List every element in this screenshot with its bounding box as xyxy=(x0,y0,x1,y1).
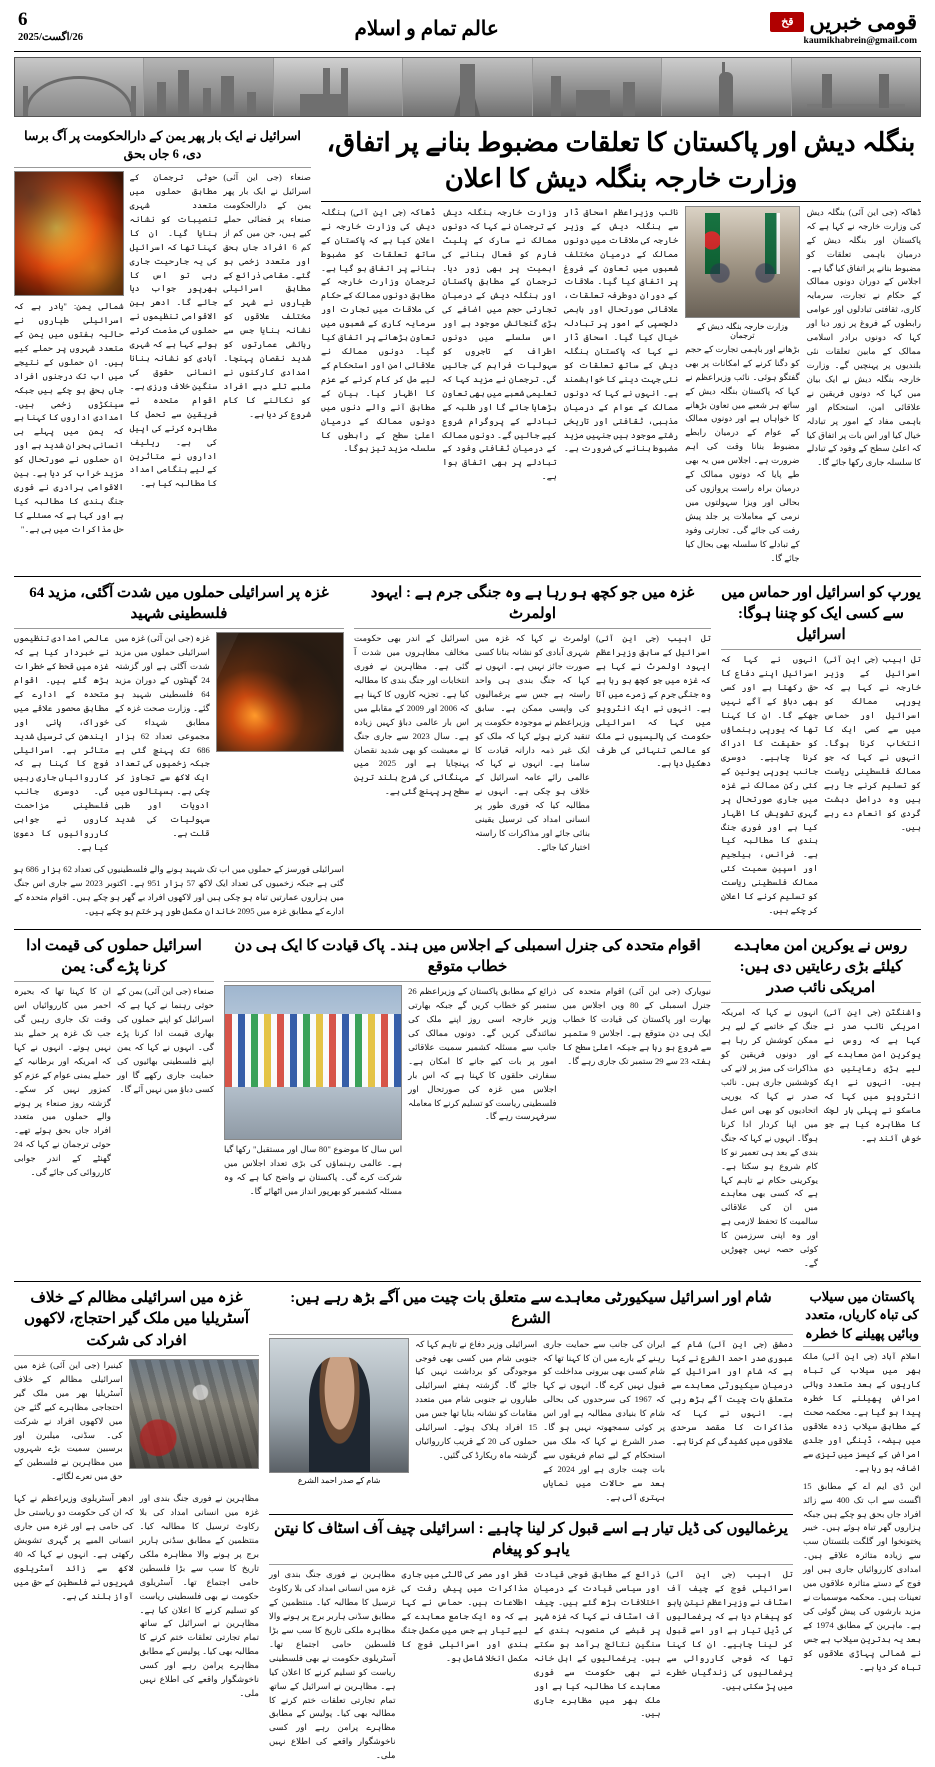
masthead xyxy=(14,8,921,52)
ol-par-2: اسرائیل کے اندر بھی حکومت مخالف مظاہروں میں شدت آ گئی ہے۔ مظاہرین نے فوری انتخابات اور جنگ بندی کا مطالبہ کیا ہے۔ تجزیہ کاروں کا کہنا ہے کہ 2006 اور 2009 کے مقابلے میں اس بار عالمی دباؤ کہیں زیادہ ہے۔ سال 2023 سے جاری جنگ نے معیشت کو بھی شدید نقصان پہنچایا ہے اور 2025 میں مہنگائی کی شرح بلند ترین سطح پر پہنچ گئی ہے۔ xyxy=(354,633,469,797)
lead-par-0: ڈھاکہ (جی این آئی) بنگلہ دیش کی وزارت خارجہ نے کہا ہے کہ پاکستان اور بنگلہ دیش کے درمیان باہمی تعلقات کو مضبوط بنانے پر اتفاق کیا گیا ہے۔ اجلاس کے دوران دونوں ممالک کے حکام نے تجارت، سرمایہ کاری، ثقافتی تبادلوں اور عوامی رابطوں کے فروغ پر زور دیا اور کہا کہ دونوں برادر اسلامی ممالک کے مابین تعلقات نئی بلندیوں پر پہنچیں گے۔ وزارت خارجہ بنگلہ دیش نے ایک بیان میں کہا کہ دونوں فریقین نے علاقائی امن، استحکام اور باہمی مفاد کے امور پر تبادلہ خیال کیا اور اس بات پر اتفاق کیا کہ اعلیٰ سطح کے وفود کے تبادلے کا سلسلہ جاری رکھا جائے گا۔ xyxy=(806,206,921,468)
ho-par-1: ذرائع کے مطابق فوجی قیادت اور سیاسی قیادت کے درمیان اختلافات بڑھ گئے ہیں۔ چیف آف اسٹاف نے کہا کہ غزہ شہر پر قبضے کی منصوبہ بندی کے سنگین نتائج برآمد ہو سکتے ہیں۔ یرغمالیوں کے اہل خانہ نے بھی حکومت سے فوری معاہدے کا مطالبہ کیا ہے اور ملک بھر میں مظاہرے جاری ہیں۔ xyxy=(534,1569,661,1719)
syria-israel-story xyxy=(269,1286,793,1767)
lead-par-1: بڑھانے اور باہمی تجارت کے حجم کو دگنا کرنے کے امکانات پر بھی گفتگو ہوئی۔ نائب وزیراعظم نے کہا کہ پاکستان بنگلہ دیش کے ساتھ ہر شعبے میں تعاون بڑھانے کا خواہاں ہے اور دونوں ممالک کے عوام کے درمیان رابطے مضبوط بنانا وقت کی اہم ضرورت ہے۔ اجلاس میں یہ بھی طے پایا کہ دونوں ممالک کے درمیان براہ راست پروازوں کی بحالی اور ویزا سہولتوں میں نرمی کے معاملات پر جلد پیش رفت کی جائے گی۔ تجارتی وفود کے تبادلے کا سلسلہ بھی بحال کیا جائے گا۔ xyxy=(685,343,800,563)
sy-col-1 xyxy=(543,1338,665,1509)
g64-col-1 xyxy=(14,632,109,859)
syria-photo-caption: شام کے صدر احمد الشرع xyxy=(297,1475,381,1485)
lead-photo xyxy=(685,206,799,318)
iy-par-1: حوثی ترجمان کے مطابق حملوں میں متعدد شہری تنصیبات کو نشانہ بنایا گیا۔ ان کا کہنا تھا کہ اسرائیل کی یہ جارحیت جاری رہی تو اس کا بھرپور جواب دیا جائے گا۔ ادھر بین الاقوامی تنظیموں نے حملوں کی مذمت کرتے ہوئے کہا ہے کہ شہری آبادی کو نشانہ بنانا انسانی حقوق کی سنگین خلاف ورزی ہے۔ اقوام متحدہ نے فریقین سے تحمل کا مظاہرہ کرنے کی اپیل کی ہے۔ ریلیف اداروں نے متاثرین کے لیے ہنگامی امداد کا مطالبہ کیا ہے۔ xyxy=(129,172,218,489)
ru-par-0: واشنگٹن (جی این آئی) امریکی نائب صدر نے کہا ہے کہ روس نے یوکرین امن معاہدے کے لیے بڑی رعایتیں دی ہیں۔ انہوں نے ایک انٹرویو میں کہا کہ ماسکو نے پہلی بار لچک کا مظاہرہ کیا ہے جو خوش آئند ہے۔ xyxy=(824,1007,921,1143)
lead-col-4 xyxy=(321,206,435,570)
pr-par-1: مظاہرین نے فوری جنگ بندی اور غزہ میں انسانی امداد کی بلا رکاوٹ ترسیل کا مطالبہ کیا۔ منتظمین کے مطابق سڈنی ہاربر برج پر ہونے والا مظاہرہ ملکی تاریخ کا سب سے بڑا فلسطین حامی اجتماع تھا۔ آسٹریلوی حکومت نے بھی فلسطینی ریاست کو تسلیم کرنے کا اعلان کیا ہے۔ مظاہرین نے اسرائیل کے ساتھ تمام تجارتی تعلقات ختم کرنے کا مطالبہ بھی کیا۔ پولیس کے مطابق مظاہرے پرامن رہے اور کسی ناخوشگوار واقعے کی اطلاع نہیں ملی۔ xyxy=(139,1493,259,1699)
gaza-protest-story xyxy=(14,1286,259,1767)
paper-logo-row xyxy=(770,10,917,34)
ho-col-1 xyxy=(534,1568,661,1767)
ho-par-0: تل ابیب (جی این آئی) اسرائیلی فوج کے چیف آف اسٹاف نے وزیراعظم نیتن یاہو کو پیغام دیا ہے کہ یرغمالیوں کی ڈیل تیار ہے اور اسے قبول کر لینا چاہیے۔ ان کا کہنا تھا کہ فوجی کارروائی سے یرغمالیوں کی زندگیاں خطرے میں پڑ سکتی ہیں۔ xyxy=(666,1569,793,1691)
section-title: عالم تمام و اسلام xyxy=(354,18,499,40)
yemen-fire-photo xyxy=(14,171,124,296)
lead-col-2 xyxy=(564,206,678,570)
g64-par-0: غزہ (جی این آئی) غزہ میں اسرائیلی حملوں میں مزید شدت آگئی ہے اور گزشتہ 24 گھنٹوں کے دوران مزید 64 فلسطینی شہید ہو گئے۔ وزارت صحت غزہ کے مطابق شہداء کی مجموعی تعداد 62 ہزار 686 تک پہنچ گئی ہے جبکہ زخمیوں کی تعداد ایک لاکھ سے تجاوز کر چکی ہے۔ ہسپتالوں میں ادویات اور طبی سہولیات کی شدید قلت ہے۔ xyxy=(114,633,210,839)
israel-yemen-headline: اسرائیل نے ایک بار پھر یمن کے دارالحکومت پر آگ برسا دی، 6 جاں بحق xyxy=(24,129,301,161)
un-flags-photo xyxy=(224,985,402,1140)
israel-cost-story xyxy=(14,934,214,1275)
lead-story xyxy=(321,125,921,570)
ho-col-3 xyxy=(269,1568,396,1767)
sy-par-1: ایران کی جانب سے حمایت جاری رہنے کے بارے میں ان کا کہنا تھا کہ شام کسی بھی بیرونی مداخلت کو قبول نہیں کرے گا۔ انہوں نے کہا کہ 1967 کی سرحدوں کی بحالی شام کا بنیادی مطالبہ ہے اور اس پر کوئی سمجھوتہ نہیں ہو گا۔ صدر الشرع نے کہا کہ ملک میں استحکام کے لیے تمام فریقوں سے بات چیت جاری ہے اور 2024 کے بعد سے حالات میں نمایاں بہتری آئی ہے۔ xyxy=(543,1338,666,1502)
pak-flood-story xyxy=(803,1286,921,1767)
g64-col-photo xyxy=(216,632,344,859)
landmark-banner xyxy=(14,57,921,117)
ho-par-3: مظاہرین نے فوری جنگ بندی اور غزہ میں انسانی امداد کی بلا رکاوٹ ترسیل کا مطالبہ کیا۔ منتظمین کے مطابق سڈنی ہاربر برج پر ہونے والا مظاہرہ ملکی تاریخ کا سب سے بڑا فلسطین حامی اجتماع تھا۔ آسٹریلوی حکومت نے بھی فلسطینی ریاست کو تسلیم کرنے کا اعلان کیا ہے۔ مظاہرین نے اسرائیل کے ساتھ تمام تجارتی تعلقات ختم کرنے کا مطالبہ بھی کیا۔ پولیس کے مطابق مظاہرے پرامن رہے اور کسی ناخوشگوار واقعے کی اطلاع نہیں ملی۔ xyxy=(269,1569,396,1761)
russia-headline: روس نے یوکرین امن معاہدے کیلئے بڑی رعایتیں دی ہیں: امریکی نائب صدر xyxy=(734,937,908,997)
sy-par-0: دمشق (جی این آئی) شام کے عبوری صدر احمد الشرع نے کہا ہے کہ شام اور اسرائیل کے درمیان سیکیورٹی معاہدے سے متعلق بات چیت آگے بڑھ رہی ہے۔ انہوں نے کہا کہ مذاکرات کا مقصد سرحدی علاقوں میں کشیدگی کم کرنا ہے۔ xyxy=(671,1338,793,1447)
eu-col-1 xyxy=(721,653,818,922)
ru-col-0 xyxy=(824,1006,921,1275)
ol-col-0 xyxy=(596,632,711,859)
pr-col-1 xyxy=(140,1492,260,1705)
ol-par-0: تل ابیب (جی این آئی) اسرائیل کے سابق وزیراعظم ایہود اولمرٹ نے کہا ہے کہ غزہ میں جو کچھ ہو رہا ہے وہ جنگی جرم کے زمرے میں آتا ہے۔ انہوں نے ایک انٹرویو میں کہا کہ اسرائیلی حکومت کی پالیسیوں نے ملک کو عالمی تنہائی کی طرف دھکیل دیا ہے۔ xyxy=(596,633,711,769)
unga-story xyxy=(224,934,711,1275)
unga-headline: اقوام متحدہ کی جنرل اسمبلی کے اجلاس میں ہند۔ پاک قیادت کا ایک ہی دن خطاب متوقع xyxy=(234,937,701,975)
un-par-0: نیویارک (جی این آئی) اقوام متحدہ کی جنرل اسمبلی کے 80 ویں اجلاس میں بھارت اور پاکستان کی قیادت کا خطاب ایک ہی دن متوقع ہے۔ اجلاس 9 ستمبر سے شروع ہو رہا ہے جبکہ اعلیٰ سطح کا ہفتہ 23 سے 29 ستمبر تک جاری رہے گا۔ xyxy=(562,986,711,1066)
sy-col-photo xyxy=(269,1338,409,1509)
lead-par-3: وزارت خارجہ بنگلہ دیش کے ترجمان نے کہا کہ دونوں ممالک نے سارک کے پلیٹ فارم کو فعال بنانے کی اہمیت پر بھی زور دیا۔ ترجمان کے مطابق پاکستان اور بنگلہ دیش کے درمیان تجارتی حجم میں اضافے کی بڑی گنجائش موجود ہے اور اس سلسلے میں دونوں اطراف کے تاجروں کو سہولیات فراہم کی جائیں گی۔ ترجمان نے مزید کہا کہ تعلیمی شعبے میں بھی تعاون بڑھایا جائے گا اور طلبہ کے تبادلے کے پروگرام شروع کیے جائیں گے۔ دونوں ممالک کے درمیان ثقافتی وفود کے تبادلے پر بھی اتفاق ہوا ہے۔ xyxy=(442,206,557,482)
europe-israel-story xyxy=(721,581,921,923)
flood-headline: پاکستان میں سیلاب کی تباہ کاریاں، متعدد وبائیں پھیلنے کا خطرہ xyxy=(804,1289,920,1341)
fl-par-1: این ڈی ایم اے کے مطابق 15 اگست سے اب تک 400 سے زائد افراد جاں بحق ہو چکے ہیں جبکہ ہزاروں گھر تباہ ہوئے ہیں۔ خیبر پختونخوا اور گلگت بلتستان سب سے زیادہ متاثرہ علاقے ہیں۔ امدادی کارروائیاں جاری ہیں اور فوج کے دستے متاثرہ علاقوں میں تعینات ہیں۔ محکمہ موسمیات نے مزید بارشوں کی پیش گوئی کی ہے۔ ماہرین کے مطابق 1974 کے بعد یہ بدترین سیلاب ہے جس نے شمالی پہاڑی علاقوں کو تباہ کر دیا ہے۔ xyxy=(803,1480,921,1672)
gaza-64-footer: اسرائیلی فورسز کے حملوں میں اب تک شہید ہونے والے فلسطینیوں کی تعداد 62 ہزار 686 ہو گئی ہے جبکہ زخمیوں کی تعداد ایک لاکھ 57 ہزار 951 ہے۔ اکتوبر 2023 سے جاری اس جنگ میں ہزاروں عمارتیں تباہ ہو چکی ہیں اور لاکھوں افراد بے گھر ہو چکے ہیں۔ اقوام متحدہ کے ادارے کے مطابق غزہ میں 2095 خاندان مکمل طور پر ختم ہو چکے ہیں۔ xyxy=(14,863,344,916)
syria-president-photo xyxy=(269,1338,409,1473)
lead-photo-caption: وزارت خارجہ بنگلہ دیش کے ترجمان xyxy=(696,321,788,340)
lead-col-1 xyxy=(685,206,799,570)
eiffel-tower-image xyxy=(403,58,532,116)
pr-par-2: ادھر آسٹریلوی وزیراعظم نے کہا کہ ان کی حکومت دو ریاستی حل کی حامی ہے اور غزہ میں جاری انسانی المیے پر گہری تشویش رکھتی ہے۔ انہوں نے کہا کہ 40 لاکھ سے زائد آسٹریلوی شہریوں نے فلسطین کے حق میں آواز بلند کی ہے۔ xyxy=(14,1493,134,1601)
un-col-1 xyxy=(408,985,556,1203)
iy-col-0 xyxy=(223,171,311,541)
iy-par-0: صنعاء (جی این آئی) اسرائیل نے ایک بار پھر یمن کے دارالحکومت صنعاء پر فضائی حملے کیے ہیں، جن میں کم از کم 6 افراد جاں بحق اور متعدد زخمی ہو گئے۔ مقامی ذرائع کے مطابق اسرائیلی طیاروں نے شہر کے مختلف علاقوں کو نشانہ بنایا جس سے رہائشی عمارتوں کو شدید نقصان پہنچا۔ امدادی کارکنوں نے ملبے تلے دبے افراد کو نکالنے کا کام شروع کر دیا ہے۔ xyxy=(223,172,311,419)
contact-email: kaumikhabrein@gmail.com xyxy=(803,36,917,47)
iy-col-1 xyxy=(130,171,218,541)
parliament-skyline-image xyxy=(533,58,662,116)
lead-par-2: نائب وزیراعظم اسحاق ڈار سے بنگلہ دیش کے وزیر خارجہ کی ملاقات میں دونوں ممالک کے درمیان مختلف شعبوں میں تعاون کے فروغ پر اتفاق کیا گیا۔ ملاقات کے دوران دوطرفہ تعلقات، علاقائی صورتحال اور باہمی دلچسپی کے امور پر تبادلہ خیال کیا گیا۔ اسحاق ڈار نے کہا کہ پاکستان بنگلہ دیش کے ساتھ تعلقات کو نئی جہت دینے کا خواہشمند ہے۔ انہوں نے کہا کہ دونوں ممالک کے عوام کے درمیان مذہبی، ثقافتی اور تاریخی رشتے موجود ہیں جنہیں مزید مضبوط بنانے کی ضرورت ہے۔ xyxy=(563,206,679,454)
olmert-story xyxy=(354,581,711,923)
g64-col-0 xyxy=(115,632,210,859)
ru-col-1 xyxy=(721,1006,818,1275)
ol-col-2 xyxy=(354,632,469,859)
ol-col-1 xyxy=(475,632,590,859)
un-par-1: ذرائع کے مطابق پاکستان کے وزیراعظم 26 ستمبر کو خطاب کریں گے جبکہ بھارتی وزیر خارجہ اسی روز اپنے ملک کی نمائندگی کریں گے۔ دونوں ممالک کی جانب سے مسئلہ کشمیر سمیت علاقائی امور پر بات کیے جانے کا امکان ہے۔ سفارتی حلقوں کا کہنا ہے کہ اس بار اجلاس میں غزہ کی صورتحال اور فلسطینی ریاست کو تسلیم کرنے کا معاملہ سرفہرست رہے گا۔ xyxy=(408,986,557,1122)
ru-par-1: انہوں نے کہا کہ امریکہ جنگ کے خاتمے کے لیے ہر ممکن کوشش کر رہا ہے اور دونوں فریقین کو مذاکرات کی میز پر لانے کی کوششیں جاری ہیں۔ نائب صدر نے کہا کہ یورپی اتحادیوں کو بھی اس عمل میں اپنا کردار ادا کرنا ہوگا۔ انہوں نے کہا کہ جنگ بندی کے بعد ہی تعمیر نو کا کام شروع ہو سکتا ہے۔ یوکرینی حکام نے تاہم کہا ہے کہ کسی بھی معاہدے میں ان کی علاقائی سالمیت کا تحفظ لازمی ہے اور وہ اپنی سرزمین کا کوئی حصہ نہیں چھوڑیں گے۔ xyxy=(721,1007,818,1269)
lead-col-3 xyxy=(442,206,556,570)
olmert-headline: غزہ میں جو کچھ ہو رہا ہے وہ جنگی جرم ہے : ایہود اولمرٹ xyxy=(370,584,695,622)
lead-col-0 xyxy=(807,206,921,570)
ho-col-0 xyxy=(667,1568,794,1767)
lead-headline: بنگلہ دیش اور پاکستان کا تعلقات مضبوط بنانے پر اتفاق، وزارت خارجہ بنگلہ دیش کا اعلان xyxy=(326,128,916,193)
issue-date: 26/اگست/2025 xyxy=(18,31,83,43)
pr-col-2 xyxy=(14,1492,134,1705)
ic-col-0 xyxy=(117,985,214,1184)
cologne-cathedral-image xyxy=(274,58,403,116)
statue-of-liberty-image xyxy=(662,58,791,116)
bangladesh-flag-icon xyxy=(705,213,720,274)
un-col-photo xyxy=(224,985,402,1203)
lead-par-4: ڈھاکہ (جی این آئی) بنگلہ دیش کی وزارت خارجہ نے اعلان کیا ہے کہ پاکستان کے ساتھ تعلقات کو مضبوط بنانے پر اتفاق ہو گیا ہے۔ ترجمان وزارت خارجہ کے مطابق دونوں ممالک کے حکام کی ملاقات میں تجارت اور سرمایہ کاری کے شعبوں میں تعاون بڑھانے پر اتفاق کیا گیا۔ دونوں ممالک نے علاقائی امن اور استحکام کے لیے مل کر کام کرنے کے عزم کا اظہار کیا۔ بیان کے مطابق آنے والے دنوں میں دونوں ممالک کے درمیان اعلیٰ سطح کے رابطوں کا سلسلہ مزید تیز ہوگا۔ xyxy=(320,206,436,454)
sy-par-2: اسرائیلی وزیر دفاع نے تاہم کہا کہ جنوبی شام میں کسی بھی فوجی موجودگی کو برداشت نہیں کیا جائے گا۔ گزشتہ ہفتے اسرائیلی طیاروں نے جنوبی شام میں متعدد مقامات کو نشانہ بنایا تھا جس میں 15 افراد ہلاک ہوئے۔ اسرائیلی حملوں کی 20 کے قریب کارروائیاں گزشتہ ماہ ریکارڈ کی گئیں۔ xyxy=(415,1338,538,1460)
iy-col-2 xyxy=(14,171,124,541)
masthead-right xyxy=(770,10,917,47)
gaza-rubble-photo xyxy=(216,632,344,752)
gaza-64-headline: غزہ پر اسرائیلی حملوں میں شدت آگئی، مزید 64 فلسطینی شہید xyxy=(29,584,329,622)
hostages-headline: یرغمالیوں کی ڈیل تیار ہے اسے قبول کر لینا چاہیے : اسرائیلی چیف آف اسٹاف کا نیتن یاہو کو پیغام xyxy=(274,1520,788,1558)
tower-bridge-image xyxy=(792,58,920,116)
pr-col-0 xyxy=(14,1359,123,1488)
eu-par-0: تل ابیب (جی این آئی) اسرائیل کے وزیر خارجہ نے کہا ہے کہ یورپی ممالک کو اسرائیل اور حماس میں سے کسی ایک کا انتخاب کرنا ہوگا۔ انہوں نے کہا کہ جو ممالک فلسطینی ریاست کو تسلیم کرنے جا رہے ہیں وہ دراصل دہشت گردی کو انعام دے رہے ہیں۔ xyxy=(824,654,921,832)
sydney-harbour-bridge-image xyxy=(15,58,144,116)
ic-par-1: ان کا کہنا تھا کہ بحیرہ احمر میں کارروائیاں اس وقت تک جاری رہیں گی جب تک غزہ پر حملے بند نہیں ہوتے۔ انہوں نے کہا کہ امریکہ اور برطانیہ کے حملے یمنی عوام کے عزم کو کمزور نہیں کر سکے۔ گزشتہ روز صنعاء پر ہونے والے حملوں میں متعدد افراد جاں بحق ہوئے تھے۔ حوثی ترجمان نے کہا کہ 24 گھنٹے کے اندر جوابی کارروائی کی جائے گی۔ xyxy=(14,986,111,1178)
pr-col-photo xyxy=(129,1359,259,1488)
sy-col-2 xyxy=(415,1338,537,1509)
un-col-0 xyxy=(563,985,711,1203)
iy-par-2: شمالی یمن: "یادر ہے کہ اسرائیلی طیاروں نے حالیہ ہفتوں میں یمن کے متعدد شہروں پر حملے کیے ہیں۔ ان حملوں کے نتیجے میں اب تک درجنوں افراد جاں بحق ہو چکے ہیں جبکہ سینکڑوں زخمی ہیں۔ امدادی اداروں کا کہنا ہے کہ یمن میں پہلے ہی انسانی بحران شدید ہے اور ان حملوں نے صورتحال کو مزید خراب کر دیا ہے۔ بین الاقوامی برادری نے فوری جنگ بندی کا مطالبہ کیا ہے اور کہا ہے کہ مسئلے کا حل مذاکرات میں ہی ہے۔" xyxy=(14,301,124,534)
israel-yemen-story xyxy=(14,125,311,570)
ho-par-2: قطر اور مصر کی ثالثی میں جاری مذاکرات میں پیش رفت کی اطلاعات ہیں۔ حماس نے کہا ہے کہ وہ ایک جامع معاہدے کے لیے تیار ہے جس میں مکمل جنگ بندی اور اسرائیلی فوج کا مکمل انخلا شامل ہو۔ xyxy=(401,1569,528,1663)
europe-headline: یورپ کو اسرائیل اور حماس میں سے کسی ایک کو چننا ہوگا: اسرائیل xyxy=(721,584,921,644)
city-skyline-image xyxy=(144,58,273,116)
g64-par-1: عالمی امدادی تنظیموں نے خبردار کیا ہے کہ غزہ میں قحط کے خطرات بڑھ گئے ہیں۔ اقوام متحدہ کے ادارے کے مطابق محصور علاقے میں خوراک، پانی اور ایندھن کی ترسیل شدید متاثر ہے۔ اسرائیلی فوج کا کہنا ہے کہ کارروائیاں جاری رہیں گی۔ دوسری جانب فلسطینی مزاحمت کاروں نے جوابی کارروائیوں کا دعویٰ کیا ہے۔ xyxy=(13,633,109,852)
page-number: 6 xyxy=(18,9,28,30)
protest-headline: غزہ میں اسرائیلی مظالم کے خلاف آسٹریلیا میں ملک گیر احتجاج، لاکھوں افراد کی شرکت xyxy=(24,1290,249,1349)
syria-headline: شام اور اسرائیل سیکیورٹی معاہدے سے متعلق بات چیت میں آگے بڑھ رہے ہیں: الشرع xyxy=(290,1290,772,1328)
israel-cost-headline: اسرائیل حملوں کی قیمت ادا کرنا پڑے گی: یمن xyxy=(26,937,202,975)
pr-par-0: کینبرا (جی این آئی) غزہ میں اسرائیلی مظالم کے خلاف آسٹریلیا بھر میں ملک گیر احتجاجی مظاہرے کیے گئے جن میں لاکھوں افراد نے شرکت کی۔ سڈنی، میلبرن اور برسبین سمیت بڑے شہروں میں مظاہرین نے فلسطین کے حق میں نعرے لگائے۔ xyxy=(14,1359,123,1482)
sy-col-0 xyxy=(671,1338,793,1509)
un-par-2: اس سال کا موضوع "80 سال اور مستقبل" رکھا گیا ہے۔ عالمی رہنماؤں کی بڑی تعداد اجلاس میں شرکت کرے گی۔ پاکستان نے واضح کیا ہے کہ وہ مسئلہ کشمیر کو بھرپور انداز میں اٹھائے گا۔ xyxy=(224,1144,403,1196)
eu-par-1: انہوں نے کہا کہ اسرائیل اپنے دفاع کا حق رکھتا ہے اور کسی بھی دباؤ کے آگے نہیں جھکے گا۔ ان کا کہنا تھا کہ یورپی رہنماؤں کو حقیقت کا ادراک کرنا چاہیے۔ دوسری جانب یورپی یونین کے کئی رکن ممالک نے غزہ میں جاری صورتحال پر گہری تشویش کا اظہار کیا ہے اور فوری جنگ بندی کا مطالبہ کیا ہے۔ فرانس، بیلجیم اور اسپین سمیت کئی ممالک فلسطینی ریاست کو تسلیم کرنے کا اعلان کر چکے ہیں۔ xyxy=(721,654,818,916)
fl-par-0: اسلام آباد (جی این آئی) ملک بھر میں سیلاب کی تباہ کاریوں کے بعد متعدد وبائی امراض پھیلنے کا خطرہ پیدا ہو گیا ہے۔ محکمہ صحت کے مطابق سیلاب زدہ علاقوں میں ہیضہ، ڈینگی اور جلدی امراض کے کیسز میں تیزی سے اضافہ ہو رہا ہے۔ xyxy=(803,1351,921,1473)
gaza-64-story xyxy=(14,581,344,923)
ic-col-1 xyxy=(14,985,111,1184)
paper-name: قومی خبریں xyxy=(809,10,917,34)
paper-logo-icon: قخ xyxy=(770,12,804,32)
ic-par-0: صنعاء (جی این آئی) یمن کے حوثی رہنما نے کہا ہے کہ اسرائیل کو اپنے حملوں کی بھاری قیمت ادا کرنا پڑے گی۔ انہوں نے کہا کہ یمن اپنے فلسطینی بھائیوں کی حمایت جاری رکھے گا اور کسی دباؤ میں نہیں آئے گا۔ xyxy=(117,986,214,1094)
pakistan-flag-icon xyxy=(765,213,780,274)
ol-par-1: اولمرٹ نے کہا کہ غزہ میں شہری آبادی کو نشانہ بنانا کسی صورت جائز نہیں ہے۔ انہوں نے کہا کہ جنگ بندی ہی واحد راستہ ہے جس سے یرغمالیوں کی واپسی ممکن ہے۔ سابق وزیراعظم نے موجودہ حکومت پر تنقید کرتے ہوئے کہا کہ ملک کو ایک غیر ذمہ دارانہ قیادت کا سامنا ہے۔ انہوں نے کہا کہ عالمی رائے عامہ اسرائیل کے خلاف ہو چکی ہے۔ انہوں نے مطالبہ کیا کہ فوری طور پر انسانی امداد کی ترسیل یقینی بنائی جائے اور مذاکرات کا راستہ اختیار کیا جائے۔ xyxy=(475,633,590,852)
eu-col-0 xyxy=(824,653,921,922)
protest-photo xyxy=(129,1359,259,1469)
russia-ukraine-story xyxy=(721,934,921,1275)
ho-col-2 xyxy=(402,1568,529,1767)
masthead-left xyxy=(18,10,83,43)
